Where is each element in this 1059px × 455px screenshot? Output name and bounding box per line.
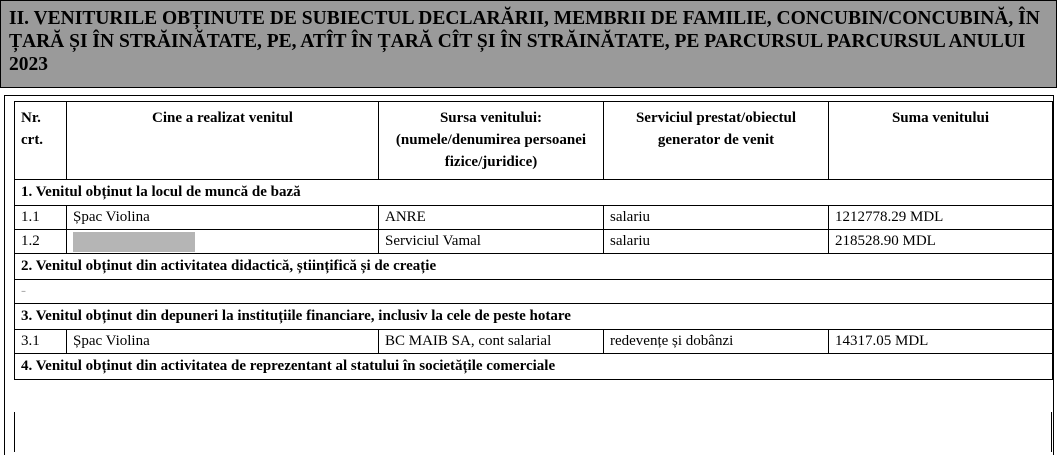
table-row xyxy=(15,330,1053,354)
cell-service: salariu xyxy=(604,206,829,230)
category-row xyxy=(15,254,1053,280)
category-label: 4. Venitul obținut din activitatea de reprezentant al statului în societățile comerciale xyxy=(15,354,1053,380)
cell-service: redevențe și dobânzi xyxy=(604,330,829,354)
cell-who xyxy=(67,230,379,254)
cell-nr: 1.2 xyxy=(15,230,67,254)
category-row xyxy=(15,180,1053,206)
income-table xyxy=(14,101,1053,380)
redacted-block xyxy=(73,232,195,252)
category-4-body xyxy=(14,412,1052,452)
category-row xyxy=(15,354,1053,380)
cell-source: Serviciul Vamal xyxy=(379,230,604,254)
cell-who: Șpac Violina xyxy=(67,330,379,354)
section-header xyxy=(0,0,1057,88)
header-who: Cine a realizat venitul xyxy=(67,102,379,180)
cell-service: salariu xyxy=(604,230,829,254)
cell-source: BC MAIB SA, cont salarial xyxy=(379,330,604,354)
category-label: 2. Venitul obținut din activitatea didactică, științifică și de creație xyxy=(15,254,1053,280)
cell-who: Șpac Violina xyxy=(67,206,379,230)
cell-nr: 1.1 xyxy=(15,206,67,230)
header-service: Serviciul prestat/obiectul generator de venit xyxy=(604,102,829,180)
empty-marker: - xyxy=(15,280,1053,304)
cell-amount: 14317.05 MDL xyxy=(829,330,1053,354)
table-header-row xyxy=(15,102,1053,180)
category-label: 3. Venitul obținut din depuneri la instituțiile financiare, inclusiv la cele de peste hotare xyxy=(15,304,1053,330)
category-label: 1. Venitul obținut la locul de muncă de bază xyxy=(15,180,1053,206)
category-row xyxy=(15,304,1053,330)
table-row xyxy=(15,206,1053,230)
header-amount: Suma venitului xyxy=(829,102,1053,180)
header-nr: Nr. crt. xyxy=(15,102,67,180)
cell-nr: 3.1 xyxy=(15,330,67,354)
empty-row xyxy=(15,280,1053,304)
section-title: II. VENITURILE OBȚINUTE DE SUBIECTUL DECLARĂRII, MEMBRII DE FAMILIE, CONCUBIN/CONCUBINĂ, ÎN ȚARĂ ȘI ÎN STRĂINĂTATE, PE, ATÎT ÎN ȚARĂ CÎT ȘI ÎN STRĂINĂTATE, PE PARCURSUL PARCURSUL ANULUI 2023 xyxy=(9,8,1040,75)
table-row xyxy=(15,230,1053,254)
cell-amount: 1212778.29 MDL xyxy=(829,206,1053,230)
cell-source: ANRE xyxy=(379,206,604,230)
header-source: Sursa venitului: (numele/denumirea persoanei fizice/juridice) xyxy=(379,102,604,180)
cell-amount: 218528.90 MDL xyxy=(829,230,1053,254)
